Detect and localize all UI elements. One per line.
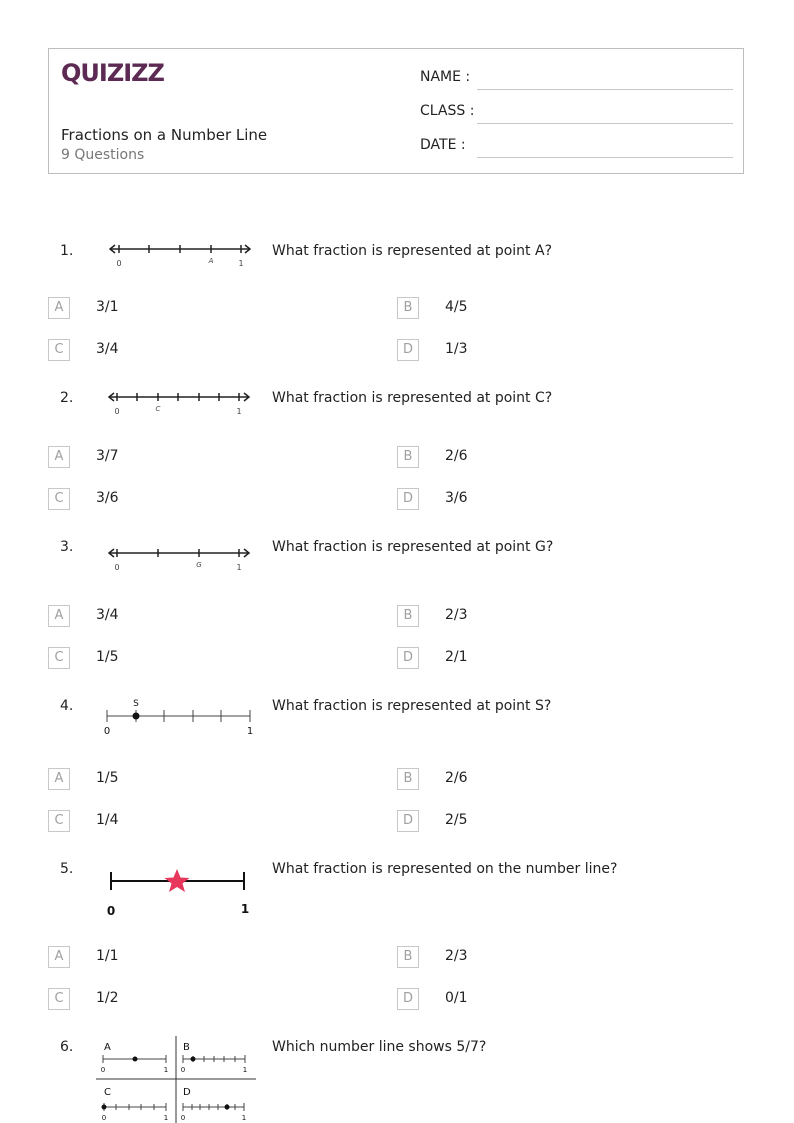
option-text: 3/6 [445,490,468,506]
option-text: 3/7 [96,448,119,464]
option-box[interactable]: A [48,446,70,468]
option-text: 1/5 [96,770,119,786]
question-6-number: 6. [60,1039,74,1055]
option-text: 1/2 [96,990,119,1006]
quizizz-logo: QUIZIZZ [61,59,164,87]
panel-c-label: C [104,1087,111,1098]
option-box[interactable]: C [48,988,70,1010]
end-label: 1 [236,563,242,572]
option-box[interactable]: C [48,647,70,669]
question-2-number: 2. [60,390,74,406]
star-icon [165,869,190,892]
option-text: 2/1 [445,649,468,665]
class-label: CLASS : [420,103,475,119]
question-4-text: What fraction is represented at point S? [272,698,552,714]
worksheet-header [48,48,744,174]
panel-a-end: 1 [163,1066,169,1074]
option-text: 3/4 [96,341,119,357]
start-label: 0 [106,904,116,918]
panel-c-end: 1 [163,1114,169,1122]
option-text: 0/1 [445,990,468,1006]
point-label: A [208,257,214,265]
point-label: G [196,561,202,569]
option-box[interactable]: B [397,946,419,968]
panel-d-end: 1 [241,1114,247,1122]
date-field[interactable] [477,157,733,158]
question-4-number: 4. [60,698,74,714]
option-box[interactable]: A [48,605,70,627]
panel-b-start: 0 [180,1066,186,1074]
option-text: 3/4 [96,607,119,623]
panel-d-label: D [183,1087,191,1098]
end-label: 1 [238,259,244,268]
option-text: 1/5 [96,649,119,665]
option-box[interactable]: D [397,988,419,1010]
panel-b-label: B [183,1042,190,1053]
question-count: 9 Questions [61,147,145,163]
start-label: 0 [114,563,120,572]
end-label: 1 [236,407,242,416]
option-text: 1/3 [445,341,468,357]
option-text: 2/3 [445,607,468,623]
panel-a-label: A [104,1042,111,1053]
question-1-text: What fraction is represented at point A? [272,243,553,259]
option-box[interactable]: A [48,946,70,968]
option-box[interactable]: B [397,605,419,627]
start-label: 0 [114,407,120,416]
option-text: 3/6 [96,490,119,506]
option-box[interactable]: D [397,339,419,361]
option-box[interactable]: B [397,768,419,790]
option-text: 3/1 [96,299,119,315]
question-4-number-line [100,694,258,738]
question-3-number: 3. [60,539,74,555]
question-1-number-line [106,238,254,270]
question-6-text: Which number line shows 5/7? [272,1039,487,1055]
option-box[interactable]: D [397,810,419,832]
panel-d-start: 0 [180,1114,186,1122]
date-label: DATE : [420,137,466,153]
question-5-number: 5. [60,861,74,877]
point-label: S [133,699,139,709]
option-text: 2/5 [445,812,468,828]
question-1-number: 1. [60,243,74,259]
question-3-number-line [105,542,253,574]
point-label: C [155,405,161,413]
question-3-text: What fraction is represented at point G? [272,539,554,555]
end-label: 1 [240,902,250,916]
option-text: 1/4 [96,812,119,828]
option-box[interactable]: A [48,768,70,790]
option-box[interactable]: D [397,647,419,669]
start-label: 0 [116,259,122,268]
option-box[interactable]: C [48,339,70,361]
option-text: 4/5 [445,299,468,315]
name-field[interactable] [477,89,733,90]
question-2-number-line [105,386,253,418]
option-box[interactable]: B [397,446,419,468]
question-6-figure [96,1036,256,1123]
option-box[interactable]: B [397,297,419,319]
panel-c-start: 0 [101,1114,107,1122]
option-text: 1/1 [96,948,119,964]
option-box[interactable]: D [397,488,419,510]
option-text: 2/6 [445,448,468,464]
name-label: NAME : [420,69,471,85]
worksheet-title: Fractions on a Number Line [61,126,268,144]
question-5-text: What fraction is represented on the number line? [272,861,618,877]
panel-b-end: 1 [242,1066,248,1074]
option-box[interactable]: A [48,297,70,319]
option-text: 2/3 [445,948,468,964]
option-text: 2/6 [445,770,468,786]
question-5-number-line [100,862,258,922]
question-2-text: What fraction is represented at point C? [272,390,553,406]
panel-a-start: 0 [100,1066,106,1074]
end-label: 1 [246,726,254,737]
class-field[interactable] [477,123,733,124]
option-box[interactable]: C [48,810,70,832]
start-label: 0 [103,726,111,737]
option-box[interactable]: C [48,488,70,510]
